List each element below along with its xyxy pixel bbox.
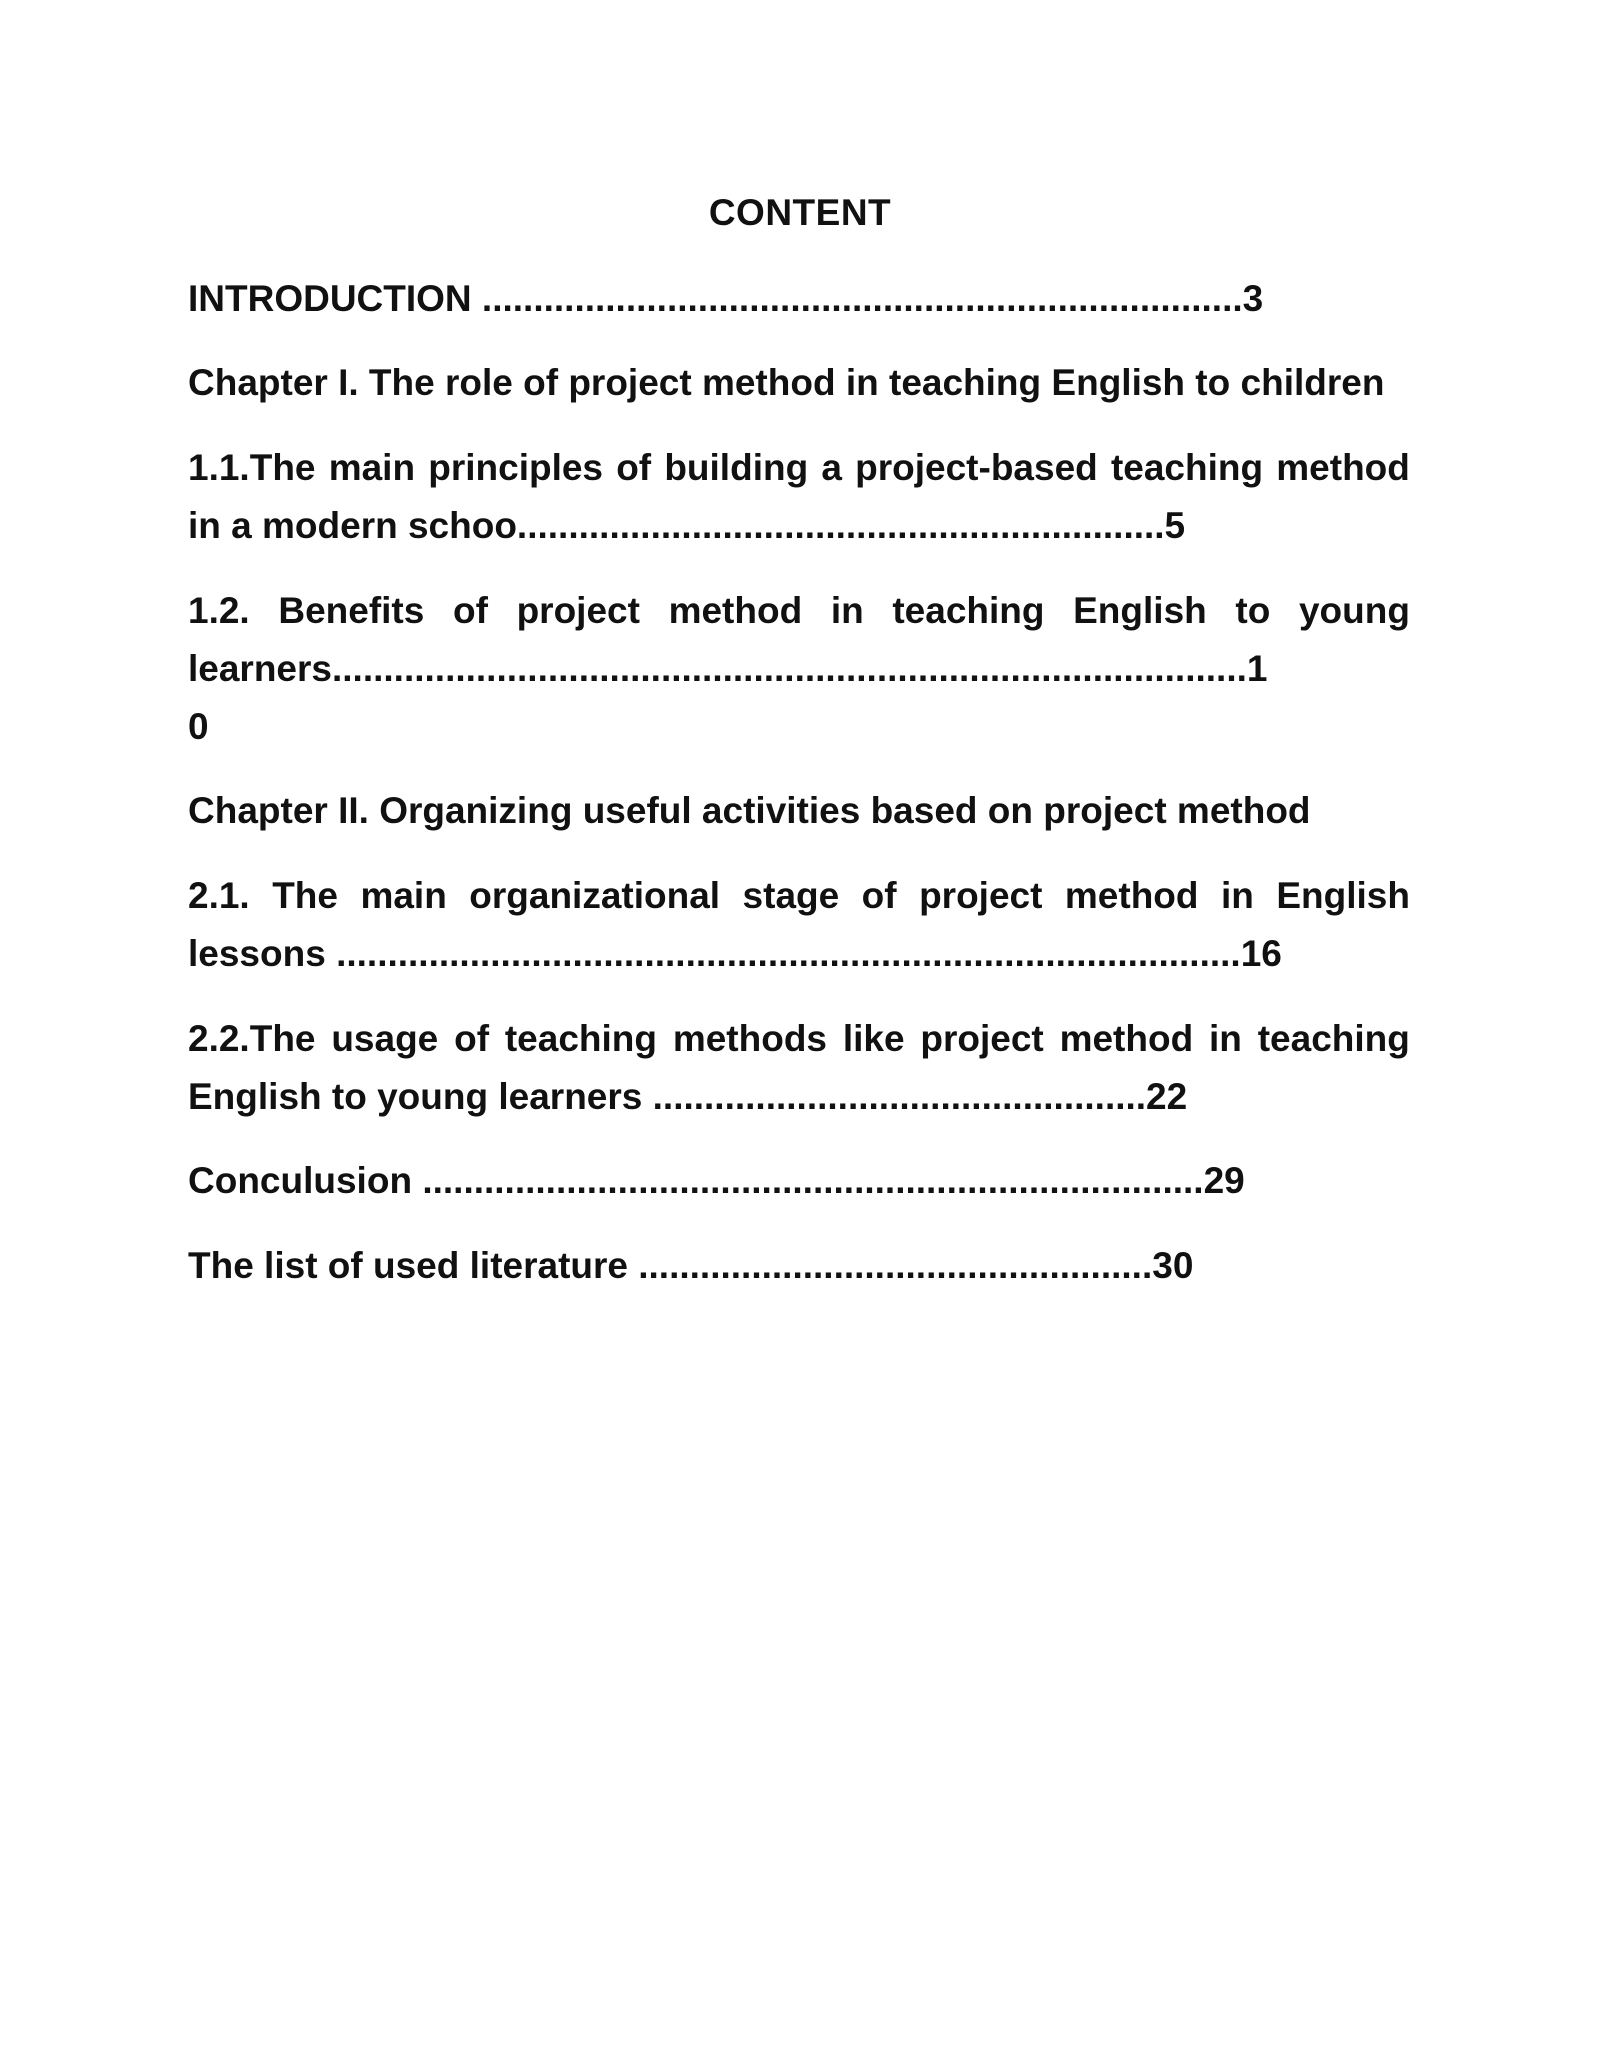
toc-word: of — [454, 1018, 490, 1059]
toc-word: teaching — [504, 1018, 657, 1059]
toc-word: main — [360, 875, 447, 916]
toc-word: of — [861, 875, 897, 916]
toc-entry-1-1-line-2: in a modern schoo...............................................................5 — [188, 505, 1186, 546]
toc-word: 1.1.The — [188, 447, 316, 488]
toc-entry-1-1-line-1 — [188, 447, 1410, 489]
toc-word: like — [842, 1018, 905, 1059]
toc-entry-conclusion: Conculusion ............................................................................29 — [188, 1160, 1245, 1201]
toc-word: stage — [742, 875, 840, 916]
toc-entry-1-2-line-1 — [188, 590, 1410, 632]
toc-entry-2-1-line-1 — [188, 875, 1410, 917]
toc-word: project-based — [855, 447, 1098, 488]
toc-entry-literature: The list of used literature ..................................................30 — [188, 1245, 1194, 1286]
toc-word: project — [920, 1018, 1044, 1059]
toc-word: of — [452, 590, 488, 631]
toc-word: of — [616, 447, 652, 488]
toc-word: method — [668, 590, 803, 631]
toc-word: method — [1059, 1018, 1194, 1059]
toc-entry-chapter-1: Chapter I. The role of project method in teaching English to children — [188, 362, 1385, 403]
toc-word: project — [919, 875, 1043, 916]
toc-word: project — [516, 590, 640, 631]
toc-word: 1.2. — [188, 590, 250, 631]
toc-word: young — [1298, 590, 1410, 631]
toc-word: to — [1235, 590, 1271, 631]
toc-word: in — [1209, 1018, 1242, 1059]
toc-word: a — [821, 447, 842, 488]
toc-word: in — [1220, 875, 1254, 916]
toc-word: organizational — [469, 875, 721, 916]
toc-word: main — [328, 447, 416, 488]
toc-word: building — [664, 447, 809, 488]
toc-word: principles — [428, 447, 604, 488]
toc-word: English — [1276, 875, 1410, 916]
page-title: CONTENT — [708, 192, 892, 233]
toc-word: 2.2.The — [188, 1018, 316, 1059]
toc-entry-1-2-line-3: 0 — [188, 706, 209, 747]
toc-entry-2-1-line-2: lessons ........................................................................................16 — [188, 933, 1282, 974]
toc-entry-2-2-line-1 — [188, 1018, 1410, 1060]
toc-word: English — [1073, 590, 1207, 631]
toc-word: The — [272, 875, 338, 916]
toc-word: usage — [331, 1018, 439, 1059]
toc-word: method — [1276, 447, 1410, 488]
toc-word: teaching — [892, 590, 1045, 631]
toc-word: methods — [672, 1018, 828, 1059]
toc-word: Benefits — [278, 590, 425, 631]
toc-word: method — [1064, 875, 1199, 916]
toc-entry-1-2-line-2: learners.........................................................................................1 — [188, 648, 1268, 689]
toc-entry-2-2-line-2: English to young learners ................................................22 — [188, 1076, 1188, 1117]
toc-entry-chapter-2: Chapter II. Organizing useful activities based on project method — [188, 790, 1311, 831]
toc-word: teaching — [1257, 1018, 1410, 1059]
toc-word: in — [830, 590, 864, 631]
toc-word: 2.1. — [188, 875, 250, 916]
toc-entry-introduction: INTRODUCTION ..........................................................................3 — [188, 278, 1264, 319]
toc-word: teaching — [1110, 447, 1264, 488]
